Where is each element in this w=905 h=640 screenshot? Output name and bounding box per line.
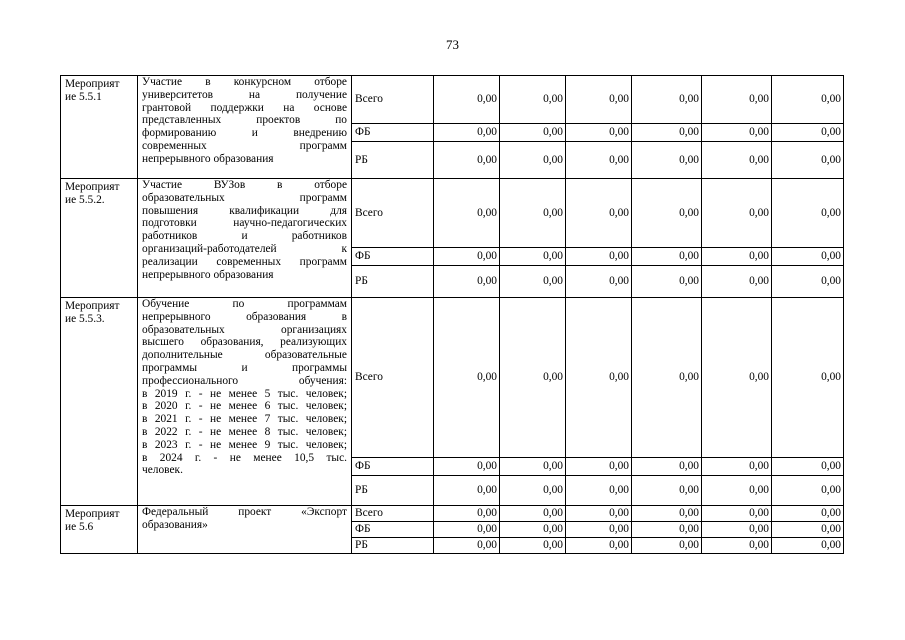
description-line: программы и программы xyxy=(142,361,347,374)
amount-cell: 0,00 xyxy=(500,458,566,476)
amount-cell: 0,00 xyxy=(772,476,844,506)
funding-source: ФБ xyxy=(352,522,434,538)
activity-description xyxy=(138,298,352,506)
amount-cell: 0,00 xyxy=(434,538,500,554)
amount-cell: 0,00 xyxy=(434,298,500,458)
activity-code xyxy=(61,506,138,554)
amount-cell: 0,00 xyxy=(772,124,844,142)
funding-source: Всего xyxy=(352,179,434,248)
amount-cell: 0,00 xyxy=(632,142,702,179)
amount-cell: 0,00 xyxy=(702,124,772,142)
description-line: организаций-работодателей к xyxy=(142,242,347,255)
description-line: в 2022 г. - не менее 8 тыс. человек; xyxy=(142,425,347,438)
activity-description xyxy=(138,506,352,554)
description-line: образовательных организациях xyxy=(142,323,347,336)
amount-cell: 0,00 xyxy=(434,522,500,538)
activity-code-line: Мероприят xyxy=(65,78,120,90)
description-line: непрерывного образования xyxy=(142,268,274,281)
amount-cell: 0,00 xyxy=(500,248,566,266)
description-line: работников и работников xyxy=(142,230,347,243)
amount-cell: 0,00 xyxy=(632,298,702,458)
amount-cell: 0,00 xyxy=(702,458,772,476)
amount-cell: 0,00 xyxy=(632,476,702,506)
description-line: в 2024 г. - не менее 10,5 тыс. xyxy=(142,451,347,464)
amount-cell: 0,00 xyxy=(500,506,566,522)
description-line: современных программ xyxy=(142,139,347,152)
amount-cell: 0,00 xyxy=(566,76,632,124)
amount-cell: 0,00 xyxy=(772,266,844,298)
amount-cell: 0,00 xyxy=(434,248,500,266)
description-line: Обучение по программам xyxy=(142,298,347,310)
description-line: высшего образования, реализующих xyxy=(142,336,347,349)
funding-source: РБ xyxy=(352,476,434,506)
activity-code-line: ие 5.5.2. xyxy=(65,193,105,206)
amount-cell: 0,00 xyxy=(566,266,632,298)
funding-source: ФБ xyxy=(352,124,434,142)
amount-cell: 0,00 xyxy=(702,538,772,554)
amount-cell: 0,00 xyxy=(702,506,772,522)
amount-cell: 0,00 xyxy=(500,179,566,248)
amount-cell: 0,00 xyxy=(632,266,702,298)
description-line: дополнительные образовательные xyxy=(142,349,347,362)
amount-cell: 0,00 xyxy=(434,266,500,298)
description-line: в 2021 г. - не менее 7 тыс. человек; xyxy=(142,413,347,426)
funding-source: Всего xyxy=(352,298,434,458)
table-row xyxy=(61,76,844,124)
page-number: 73 xyxy=(446,37,459,52)
amount-cell: 0,00 xyxy=(772,506,844,522)
amount-cell: 0,00 xyxy=(632,124,702,142)
amount-cell: 0,00 xyxy=(434,179,500,248)
amount-cell: 0,00 xyxy=(772,522,844,538)
amount-cell: 0,00 xyxy=(702,476,772,506)
description-line: в 2020 г. - не менее 6 тыс. человек; xyxy=(142,400,347,413)
amount-cell: 0,00 xyxy=(500,298,566,458)
amount-cell: 0,00 xyxy=(772,458,844,476)
funding-source: ФБ xyxy=(352,248,434,266)
activity-description xyxy=(138,179,352,298)
funding-source: ФБ xyxy=(352,458,434,476)
activity-code xyxy=(61,298,138,506)
activity-code-line: ие 5.5.3. xyxy=(65,312,105,325)
amount-cell: 0,00 xyxy=(434,506,500,522)
amount-cell: 0,00 xyxy=(702,142,772,179)
amount-cell: 0,00 xyxy=(772,298,844,458)
funding-source: Всего xyxy=(352,76,434,124)
budget-table xyxy=(60,75,844,554)
description-line: подготовки научно-педагогических xyxy=(142,217,347,230)
amount-cell: 0,00 xyxy=(772,76,844,124)
amount-cell: 0,00 xyxy=(500,476,566,506)
activity-description xyxy=(138,76,352,179)
amount-cell: 0,00 xyxy=(772,538,844,554)
amount-cell: 0,00 xyxy=(500,538,566,554)
amount-cell: 0,00 xyxy=(772,248,844,266)
amount-cell: 0,00 xyxy=(566,522,632,538)
amount-cell: 0,00 xyxy=(772,179,844,248)
description-line: формированию и внедрению xyxy=(142,127,347,140)
amount-cell: 0,00 xyxy=(434,142,500,179)
funding-source: Всего xyxy=(352,506,434,522)
description-line: реализации современных программ xyxy=(142,255,347,268)
amount-cell: 0,00 xyxy=(632,248,702,266)
amount-cell: 0,00 xyxy=(566,124,632,142)
amount-cell: 0,00 xyxy=(702,76,772,124)
amount-cell: 0,00 xyxy=(632,76,702,124)
amount-cell: 0,00 xyxy=(702,298,772,458)
activity-code-line: ие 5.5.1 xyxy=(65,90,102,103)
amount-cell: 0,00 xyxy=(566,248,632,266)
activity-code-line: Мероприят xyxy=(65,181,120,193)
amount-cell: 0,00 xyxy=(702,522,772,538)
amount-cell: 0,00 xyxy=(702,248,772,266)
table-row xyxy=(61,179,844,248)
description-line: Федеральный проект «Экспорт xyxy=(142,506,347,518)
amount-cell: 0,00 xyxy=(566,298,632,458)
amount-cell: 0,00 xyxy=(632,538,702,554)
amount-cell: 0,00 xyxy=(500,522,566,538)
activity-code-line: ие 5.6 xyxy=(65,520,94,533)
amount-cell: 0,00 xyxy=(500,124,566,142)
description-line: в 2019 г. - не менее 5 тыс. человек; xyxy=(142,387,347,400)
funding-source: РБ xyxy=(352,266,434,298)
funding-source: РБ xyxy=(352,142,434,179)
activity-code xyxy=(61,179,138,298)
amount-cell: 0,00 xyxy=(434,76,500,124)
amount-cell: 0,00 xyxy=(434,476,500,506)
amount-cell: 0,00 xyxy=(566,179,632,248)
description-line: университетов на получение xyxy=(142,88,347,101)
funding-source: РБ xyxy=(352,538,434,554)
description-line: представленных проектов по xyxy=(142,114,347,127)
amount-cell: 0,00 xyxy=(566,476,632,506)
description-line: Участие ВУЗов в отборе xyxy=(142,179,347,191)
table-row xyxy=(61,506,844,522)
amount-cell: 0,00 xyxy=(434,124,500,142)
activity-code-line: Мероприят xyxy=(65,508,120,520)
amount-cell: 0,00 xyxy=(566,458,632,476)
amount-cell: 0,00 xyxy=(500,266,566,298)
amount-cell: 0,00 xyxy=(434,458,500,476)
amount-cell: 0,00 xyxy=(632,506,702,522)
activity-code xyxy=(61,76,138,179)
table-row xyxy=(61,298,844,458)
activity-code-line: Мероприят xyxy=(65,300,120,312)
description-line: повышения квалификации для xyxy=(142,204,347,217)
amount-cell: 0,00 xyxy=(632,522,702,538)
amount-cell: 0,00 xyxy=(702,179,772,248)
description-line: профессионального обучения: xyxy=(142,374,347,387)
description-line: в 2023 г. - не менее 9 тыс. человек; xyxy=(142,438,347,451)
description-line: человек. xyxy=(142,464,183,477)
description-line: грантовой поддержки на основе xyxy=(142,101,347,114)
amount-cell: 0,00 xyxy=(702,266,772,298)
amount-cell: 0,00 xyxy=(632,458,702,476)
description-line: образовательных программ xyxy=(142,191,347,204)
description-line: непрерывного образования xyxy=(142,152,274,165)
amount-cell: 0,00 xyxy=(500,76,566,124)
description-line: образования» xyxy=(142,518,208,531)
amount-cell: 0,00 xyxy=(632,179,702,248)
amount-cell: 0,00 xyxy=(772,142,844,179)
amount-cell: 0,00 xyxy=(566,506,632,522)
amount-cell: 0,00 xyxy=(500,142,566,179)
description-line: Участие в конкурсном отборе xyxy=(142,76,347,88)
amount-cell: 0,00 xyxy=(566,538,632,554)
amount-cell: 0,00 xyxy=(566,142,632,179)
description-line: непрерывного образования в xyxy=(142,310,347,323)
